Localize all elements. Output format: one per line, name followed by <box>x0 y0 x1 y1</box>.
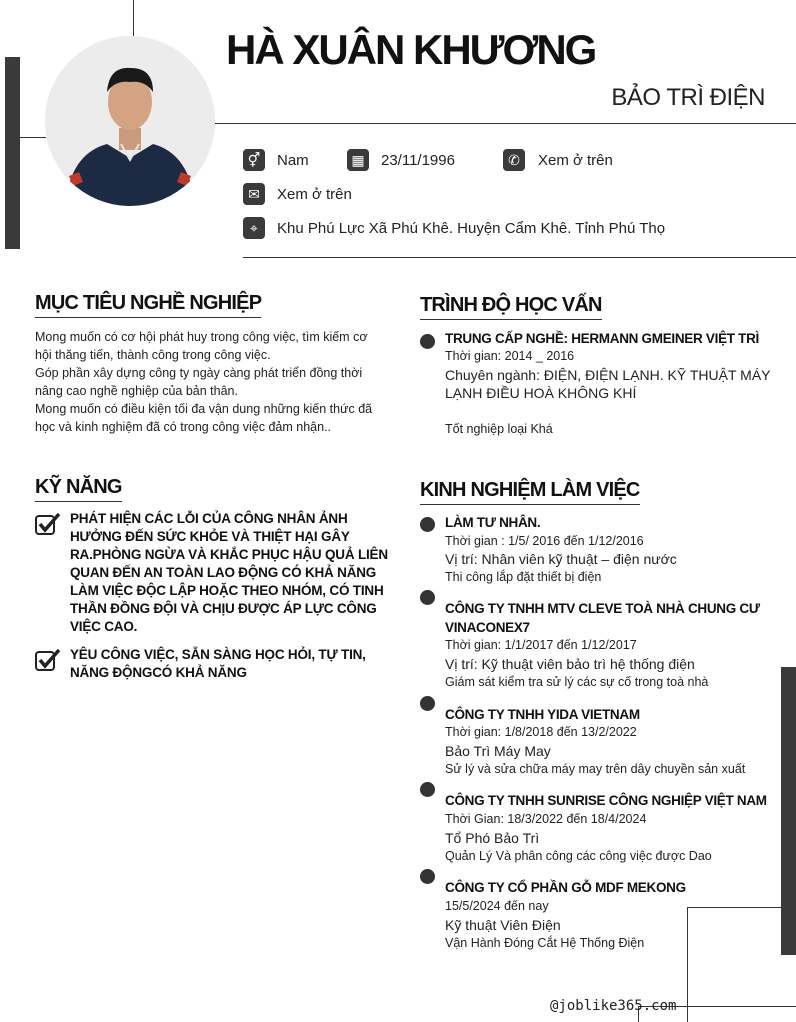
skill-line: THẦN ĐỒNG ĐỘI VÀ CHỊU ĐƯỢC ÁP LỰC CÔNG <box>70 601 377 616</box>
gender-value: Nam <box>277 152 309 169</box>
contact-bottom-line <box>243 257 796 258</box>
objective-line: hội thăng tiến, thành công trong công việc. <box>35 348 271 362</box>
phone-icon: ✆ <box>503 149 525 171</box>
company-name: CÔNG TY TNHH SUNRISE CÔNG NGHIỆP VIỆT NAM <box>445 793 767 808</box>
objective-line: nâng cao nghề nghiệp của bản thân. <box>35 384 238 398</box>
work-time: Thời Gian: 18/3/2022 đến 18/4/2024 <box>445 812 647 826</box>
company-name: LÀM TƯ NHÂN. <box>445 515 541 530</box>
avatar <box>45 36 215 206</box>
mail-icon: ✉ <box>243 183 265 205</box>
work-role: Vị trí: Kỹ thuật viên bảo trì hệ thống điện <box>445 656 695 672</box>
skill-line: RA.PHÒNG NGỪA VÀ KHẮC PHỤC HẬU QUẢ LIÊN <box>70 547 388 562</box>
skill-line: QUAN ĐẾN AN TOÀN LAO ĐỘNG CÓ KHẢ NĂNG <box>70 565 377 580</box>
education-time: Thời gian: 2014 _ 2016 <box>445 349 575 363</box>
work-time: Thời gian: 1/1/2017 đến 1/12/2017 <box>445 638 637 652</box>
bottom-frame-vertical <box>687 907 688 1022</box>
work-time: Thời gian: 1/8/2018 đến 13/2/2022 <box>445 725 637 739</box>
right-accent-bar <box>781 667 796 955</box>
work-description: Giám sát kiểm tra sử lý các sự cố trong toà nhà <box>445 675 709 689</box>
watermark: @joblike365.com <box>550 998 677 1014</box>
candidate-name: HÀ XUÂN KHƯƠNG <box>226 26 596 73</box>
objective-line: Mong muốn có điều kiện tối đa vận dung những kiến thức đã <box>35 402 373 416</box>
top-vertical-line <box>133 0 134 38</box>
work-description: Vận Hành Đóng Cắt Hệ Thống Điện <box>445 936 645 950</box>
skill-line: HƯỞNG ĐẾN SỨC KHỎE VÀ THIỆT HẠI GÂY <box>70 529 350 544</box>
company-name: CÔNG TY CỔ PHẦN GỖ MDF MEKONG <box>445 880 686 895</box>
education-major-cont: LẠNH ĐIỀU HOÀ KHÔNG KHÍ <box>445 385 637 401</box>
bottom-frame-horizontal <box>687 907 781 908</box>
company-name-cont: VINACONEX7 <box>445 620 530 635</box>
skill-item <box>70 510 388 636</box>
school-name: TRUNG CẤP NGHỀ: HERMANN GMEINER VIỆT TRÌ <box>445 331 760 346</box>
education-bullet <box>420 334 435 349</box>
experience-bullet <box>420 517 435 532</box>
header-divider-line <box>215 123 796 124</box>
skill-item <box>70 646 366 682</box>
experience-bullet <box>420 782 435 797</box>
gender-icon: ⚥ <box>243 149 265 171</box>
work-description: Thi công lắp đặt thiết bị điện <box>445 570 602 584</box>
work-time: 15/5/2024 đến nay <box>445 899 549 913</box>
checkbox-icon <box>35 512 61 536</box>
skill-line: PHÁT HIỆN CÁC LỖI CỦA CÔNG NHÂN ẢNH <box>70 511 348 526</box>
objective-line: Mong muốn có cơ hội phát huy trong công việc, tìm kiếm cơ <box>35 330 368 344</box>
location-icon: ⌖ <box>243 217 265 239</box>
work-role: Bảo Trì Máy May <box>445 743 551 759</box>
skills-heading: KỸ NĂNG <box>35 476 122 502</box>
skill-line: YÊU CÔNG VIỆC, SẴN SÀNG HỌC HỎI, TỰ TIN, <box>70 647 366 662</box>
phone-value: Xem ở trên <box>538 152 613 169</box>
work-description: Quản Lý Và phân công các công việc được Dao <box>445 849 712 863</box>
objective-line: học và kinh nghiệm đã có trong công việc đảm nhận.. <box>35 420 332 434</box>
company-name: CÔNG TY TNHH MTV CLEVE TOÀ NHÀ CHUNG CƯ <box>445 601 760 616</box>
company-name: CÔNG TY TNHH YIDA VIETNAM <box>445 707 640 722</box>
objective-text <box>35 328 381 436</box>
left-accent-bar <box>5 57 20 249</box>
education-major: Chuyên ngành: ĐIỆN, ĐIỆN LẠNH. KỸ THUẬT MÁY <box>445 367 771 383</box>
education-result: Tốt nghiệp loại Khá <box>445 422 553 436</box>
skill-line: NĂNG ĐỘNGCÓ KHẢ NĂNG <box>70 665 247 680</box>
objective-heading: MỤC TIÊU NGHỀ NGHIỆP <box>35 292 261 318</box>
birthday-value: 23/11/1996 <box>381 152 455 169</box>
work-role: Kỹ thuật Viên Điện <box>445 917 561 933</box>
experience-bullet <box>420 869 435 884</box>
left-horizontal-line <box>20 137 46 138</box>
checkbox-icon <box>35 648 61 672</box>
skill-line: VIỆC CAO. <box>70 619 138 634</box>
skill-line: LÀM VIỆC ĐỘC LẬP HOẶC THEO NHÓM, CÓ TINH <box>70 583 384 598</box>
job-title: BẢO TRÌ ĐIỆN <box>611 84 765 111</box>
address-value: Khu Phú Lực Xã Phú Khê. Huyện Cẩm Khê. Tỉnh Phú Thọ <box>277 220 666 237</box>
email-value: Xem ở trên <box>277 186 352 203</box>
work-time: Thời gian : 1/5/ 2016 đến 1/12/2016 <box>445 534 644 548</box>
education-heading: TRÌNH ĐỘ HỌC VẤN <box>420 294 602 320</box>
work-description: Sử lý và sửa chữa máy may trên dây chuyền sản xuất <box>445 762 746 776</box>
work-role: Vị trí: Nhân viên kỹ thuật – điện nước <box>445 551 677 567</box>
experience-bullet <box>420 590 435 605</box>
calendar-icon: ▦ <box>347 149 369 171</box>
experience-bullet <box>420 696 435 711</box>
work-role: Tổ Phó Bảo Trì <box>445 830 540 846</box>
objective-line: Góp phần xây dựng công ty ngày càng phát triển đồng thời <box>35 366 363 380</box>
experience-heading: KINH NGHIỆM LÀM VIỆC <box>420 479 640 505</box>
